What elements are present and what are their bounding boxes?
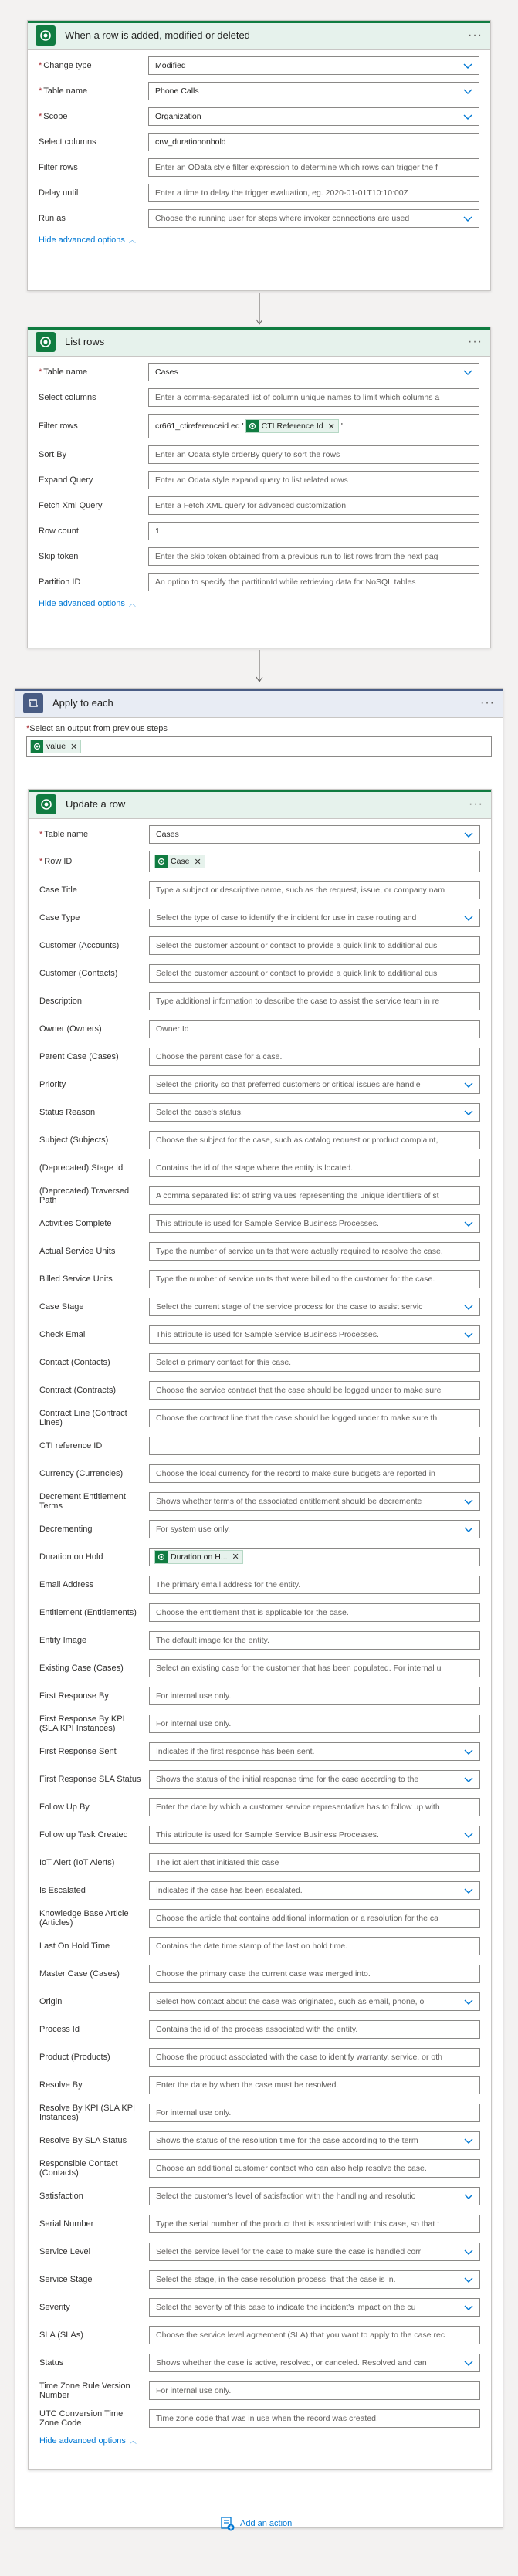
field-label: Contact (Contacts): [39, 1357, 110, 1367]
field-row: [39, 1796, 480, 1817]
chevron-down-icon: [464, 2192, 473, 2200]
chevron-down-icon: [463, 215, 472, 222]
service-stage-dropdown[interactable]: Select the stage, in the case resolution process, that the case is in.: [149, 2270, 480, 2289]
iot-alert-iot-alerts-input[interactable]: The iot alert that initiated this case: [149, 1853, 480, 1872]
field-row: [39, 2241, 480, 2262]
field-label: (Deprecated) Stage Id: [39, 1163, 124, 1173]
field-label: Expand Query: [39, 476, 93, 485]
field-label: Priority: [39, 1079, 66, 1089]
chevron-down-icon: [464, 1748, 473, 1755]
field-label: Duration on Hold: [39, 1552, 103, 1562]
field-label: Currency (Currencies): [39, 1468, 124, 1478]
field-label: Master Case (Cases): [39, 1968, 120, 1979]
field-label: * Row ID: [39, 857, 73, 866]
parent-case-cases-input[interactable]: Choose the parent case for a case.: [149, 1048, 480, 1066]
deprecated-traversed-path-input[interactable]: A comma separated list of string values representing the unique identifiers of st: [149, 1186, 480, 1205]
list-rows-card: [27, 327, 491, 648]
field-row: [39, 2046, 480, 2067]
update-row-header[interactable]: [29, 790, 491, 819]
dataverse-icon: [155, 1551, 168, 1563]
field-label: Filter rows: [39, 163, 78, 172]
case-title-input[interactable]: Type a subject or descriptive name, such as the request, issue, or company nam: [149, 881, 480, 899]
field-row: [39, 851, 480, 872]
first-response-sent-dropdown[interactable]: Indicates if the first response has been sent.: [149, 1742, 480, 1761]
chevron-down-icon: [463, 113, 472, 120]
field-label: First Response By KPI (SLA KPI Instances): [39, 1714, 125, 1733]
description-input[interactable]: Type additional information to describe the case to assist the service team in re: [149, 992, 480, 1010]
field-label: First Response By: [39, 1691, 109, 1701]
field-row: [39, 2213, 480, 2234]
field-row: [39, 2324, 480, 2345]
field-row: [39, 1657, 480, 1678]
field-row: [39, 1630, 480, 1650]
time-zone-rule-version-number-input[interactable]: For internal use only.: [149, 2381, 480, 2400]
serial-number-input[interactable]: Type the serial number of the product that is associated with this case, so that t: [149, 2215, 480, 2233]
chevron-down-icon: [464, 1331, 473, 1339]
field-label: Run as: [39, 214, 66, 223]
chevron-down-icon: [464, 2304, 473, 2311]
field-row: [39, 1268, 480, 1289]
customer-contacts-input[interactable]: Select the customer account or contact to provide a quick link to additional cus: [149, 964, 480, 983]
process-id-input[interactable]: Contains the id of the process associated with the entity.: [149, 2020, 480, 2039]
field-label: Serial Number: [39, 2219, 94, 2229]
chevron-down-icon: [463, 368, 472, 376]
dataverse-icon: [246, 420, 259, 432]
contract-contracts-input[interactable]: Choose the service contract that the case should be logged under to make sure: [149, 1381, 480, 1400]
field-label: (Deprecated) Traversed Path: [39, 1186, 130, 1205]
field-row: [39, 2074, 480, 2095]
field-row: [39, 1296, 480, 1317]
list-rows-fields: [28, 357, 490, 614]
chevron-up-icon: ︿: [128, 236, 136, 244]
field-label: Follow Up By: [39, 1802, 90, 1812]
fetch-xml-query-input[interactable]: Enter a Fetch XML query for advanced customization: [148, 496, 479, 515]
field-label: Responsible Contact (Contacts): [39, 2158, 118, 2178]
field-row: [39, 1574, 480, 1595]
dataverse-icon: [155, 855, 168, 868]
case-type-dropdown[interactable]: Select the type of case to identify the incident for use in case routing and: [149, 909, 480, 927]
first-response-sla-status-dropdown[interactable]: Shows the status of the initial response time for the case according to the: [149, 1770, 480, 1789]
loop-icon: [23, 693, 43, 713]
skip-token-input[interactable]: Enter the skip token obtained from a previous run to list rows from the next pag: [148, 547, 479, 566]
field-label: * Change type: [39, 61, 92, 70]
master-case-cases-input[interactable]: Choose the primary case the current case was merged into.: [149, 1965, 480, 1983]
field-row: [39, 184, 479, 202]
field-row: [39, 2019, 480, 2039]
apply-to-each-title: Apply to each: [52, 697, 113, 709]
chevron-down-icon: [464, 2248, 473, 2256]
field-label: Case Stage: [39, 1302, 84, 1312]
select-columns-input[interactable]: Enter a comma-separated list of column unique names to limit which columns a: [148, 388, 479, 407]
row-count-input[interactable]: 1: [148, 522, 479, 540]
field-label: First Response SLA Status: [39, 1774, 141, 1784]
field-row: [39, 1769, 480, 1789]
product-products-input[interactable]: Choose the product associated with the case to identify warranty, service, or oth: [149, 2048, 480, 2067]
run-as-dropdown[interactable]: Choose the running user for steps where invoker connections are used: [148, 209, 479, 228]
chevron-down-icon: [464, 1498, 473, 1505]
field-row: [39, 1602, 480, 1623]
field-row: [39, 1129, 480, 1150]
existing-case-cases-input[interactable]: Select an existing case for the customer that has been populated. For internal u: [149, 1659, 480, 1677]
field-row: [39, 2130, 480, 2151]
apply-output-input[interactable]: [26, 736, 492, 757]
field-row: [39, 1352, 480, 1373]
add-action-icon: [218, 2515, 235, 2532]
connector-arrow-icon: [256, 293, 263, 327]
more-options-icon[interactable]: ···: [468, 28, 482, 42]
list-rows-title: List rows: [65, 336, 105, 347]
field-label: Service Stage: [39, 2274, 93, 2284]
connector-arrow-icon: [256, 650, 263, 684]
remove-token-icon[interactable]: ✕: [327, 421, 335, 432]
field-row: [39, 1491, 480, 1511]
field-label: Case Type: [39, 912, 80, 922]
field-label: Knowledge Base Article (Articles): [39, 1908, 129, 1928]
partition-id-input[interactable]: An option to specify the partitionId while retrieving data for NoSQL tables: [148, 573, 479, 591]
field-row: [39, 2102, 480, 2123]
chevron-down-icon: [464, 1775, 473, 1783]
field-row: [39, 363, 479, 381]
more-options-icon[interactable]: ···: [468, 334, 482, 348]
actual-service-units-input[interactable]: Type the number of service units that were actually required to resolve the case.: [149, 1242, 480, 1261]
field-label: Origin: [39, 1996, 63, 2006]
field-row: [39, 547, 479, 566]
field-label: Customer (Contacts): [39, 968, 118, 978]
duration-on-hold-input[interactable]: [149, 1548, 480, 1566]
knowledge-base-article-articles-input[interactable]: Choose the article that contains additional information or a resolution for the ca: [149, 1909, 480, 1928]
chevron-down-icon: [464, 831, 473, 838]
decrementing-dropdown[interactable]: For system use only.: [149, 1520, 480, 1538]
dynamic-content-token[interactable]: value ✕: [30, 740, 81, 753]
follow-up-by-input[interactable]: Enter the date by which a customer service representative has to follow up with: [149, 1798, 480, 1816]
field-label: Filter rows: [39, 421, 78, 431]
origin-dropdown[interactable]: Select how contact about the case was originated, such as email, phone, o: [149, 1992, 480, 2011]
field-label: Row count: [39, 526, 79, 536]
apply-to-each-header[interactable]: [15, 689, 503, 718]
resolve-by-sla-status-dropdown[interactable]: Shows the status of the resolution time for the case according to the term: [149, 2131, 480, 2150]
resolve-by-kpi-sla-kpi-instances-input[interactable]: For internal use only.: [149, 2104, 480, 2122]
field-row: [39, 2158, 480, 2178]
delay-until-input[interactable]: Enter a time to delay the trigger evaluation, eg. 2020-01-01T10:10:00Z: [148, 184, 479, 202]
responsible-contact-contacts-input[interactable]: Choose an additional customer contact who can also help resolve the case.: [149, 2159, 480, 2178]
filter-rows-input[interactable]: cr661_ctireferenceid eq ' CTI Reference Id ✕ ': [148, 414, 479, 438]
field-row: [39, 107, 479, 126]
billed-service-units-input[interactable]: Type the number of service units that were billed to the customer for the case.: [149, 1270, 480, 1288]
field-row: [39, 1546, 480, 1567]
field-row: [39, 990, 480, 1011]
field-label: * Scope: [39, 112, 68, 121]
status-dropdown[interactable]: Shows whether the case is active, resolved, or canceled. Resolved and can: [149, 2354, 480, 2372]
field-label: Parent Case (Cases): [39, 1051, 119, 1061]
chevron-down-icon: [463, 62, 472, 69]
field-row: [39, 1407, 480, 1428]
owner-owners-input[interactable]: Owner Id: [149, 1020, 480, 1038]
remove-token-icon[interactable]: ✕: [232, 1552, 239, 1562]
field-row: [39, 1907, 480, 1928]
check-email-dropdown[interactable]: This attribute is used for Sample Service Business Processes.: [149, 1325, 480, 1344]
field-label: Contract (Contracts): [39, 1385, 117, 1395]
expand-query-input[interactable]: Enter an Odata style expand query to list related rows: [148, 471, 479, 489]
field-row: [39, 879, 480, 900]
field-label: Severity: [39, 2302, 70, 2312]
field-label: Follow up Task Created: [39, 1830, 128, 1840]
field-row: [39, 935, 480, 956]
field-row: [39, 907, 480, 928]
dynamic-content-token[interactable]: Case ✕: [154, 855, 205, 868]
first-response-by-kpi-sla-kpi-instances-input[interactable]: For internal use only.: [149, 1715, 480, 1733]
row-id-input[interactable]: [149, 851, 480, 872]
field-label: Decrementing: [39, 1524, 93, 1534]
field-label: Skip token: [39, 552, 79, 561]
chevron-down-icon: [463, 87, 472, 95]
field-label: Resolve By SLA Status: [39, 2135, 127, 2145]
field-label: Description: [39, 996, 83, 1006]
field-row: [39, 2297, 480, 2317]
change-type-dropdown[interactable]: Modified: [148, 56, 479, 75]
field-row: [39, 2408, 480, 2429]
list-rows-extra-fields: [39, 445, 479, 591]
filter-rows-input[interactable]: Enter an OData style filter expression to determine which rows can trigger the f: [148, 158, 479, 177]
field-label: SLA (SLAs): [39, 2330, 83, 2340]
field-row: [39, 1685, 480, 1706]
field-label: * Table name: [39, 367, 88, 377]
status-reason-dropdown[interactable]: Select the case's status.: [149, 1103, 480, 1122]
severity-dropdown[interactable]: Select the severity of this case to indicate the incident's impact on the cu: [149, 2298, 480, 2317]
field-label: IoT Alert (IoT Alerts): [39, 1857, 115, 1867]
field-row: [39, 1018, 480, 1039]
dataverse-icon: [31, 740, 43, 753]
field-label: Last On Hold Time: [39, 1941, 110, 1951]
field-label: Decrement Entitlement Terms: [39, 1491, 126, 1511]
more-options-icon[interactable]: ···: [469, 797, 483, 811]
field-row: [39, 1074, 480, 1095]
field-row: [39, 1713, 480, 1734]
field-label: Time Zone Rule Version Number: [39, 2381, 130, 2400]
chevron-down-icon: [464, 2359, 473, 2367]
trigger-card-header[interactable]: [28, 21, 490, 50]
trigger-title: When a row is added, modified or deleted: [65, 29, 250, 41]
field-label: Contract Line (Contract Lines): [39, 1408, 127, 1427]
hide-advanced-options-link[interactable]: Hide advanced options ︿: [39, 2436, 137, 2446]
field-label: Customer (Accounts): [39, 940, 120, 950]
field-row: [39, 388, 479, 407]
field-label: * Table name: [39, 830, 89, 839]
field-label: * Table name: [39, 86, 88, 96]
field-row: [39, 2352, 480, 2373]
field-label: Activities Complete: [39, 1218, 112, 1228]
field-row: [39, 2185, 480, 2206]
trigger-card: [27, 20, 491, 291]
apply-prompt-label: *Select an output from previous steps: [26, 724, 168, 733]
resolve-by-input[interactable]: Enter the date by when the case must be resolved.: [149, 2076, 480, 2094]
field-label: Status: [39, 2358, 64, 2368]
field-label: Owner (Owners): [39, 1024, 102, 1034]
field-label: Billed Service Units: [39, 1274, 113, 1284]
service-level-dropdown[interactable]: Select the service level for the case to make sure the case is handled corr: [149, 2243, 480, 2261]
email-address-input[interactable]: The primary email address for the entity.: [149, 1576, 480, 1594]
dataverse-icon: [36, 794, 56, 814]
field-row: [39, 1852, 480, 1873]
table-name-dropdown[interactable]: Phone Calls: [148, 82, 479, 100]
sla-slas-input[interactable]: Choose the service level agreement (SLA) that you want to apply to the case rec: [149, 2326, 480, 2344]
field-label: Resolve By: [39, 2080, 83, 2090]
field-row: [39, 1213, 480, 1234]
table-name-dropdown[interactable]: Cases: [149, 825, 480, 844]
contact-contacts-input[interactable]: Select a primary contact for this case.: [149, 1353, 480, 1372]
apply-to-each-card: [15, 688, 503, 2528]
dataverse-icon: [36, 332, 56, 352]
activities-complete-dropdown[interactable]: This attribute is used for Sample Service Business Processes.: [149, 1214, 480, 1233]
hide-advanced-options-link[interactable]: Hide advanced options ︿: [39, 598, 136, 608]
field-row: [39, 209, 479, 228]
chevron-up-icon: ︿: [129, 2437, 137, 2445]
field-row: [39, 963, 480, 983]
field-row: [39, 82, 479, 100]
priority-dropdown[interactable]: Select the priority so that preferred customers or critical issues are handle: [149, 1075, 480, 1094]
field-label: Resolve By KPI (SLA KPI Instances): [39, 2103, 136, 2122]
dynamic-content-token[interactable]: Duration on H... ✕: [154, 1550, 243, 1564]
dataverse-icon: [36, 25, 56, 46]
field-label: Partition ID: [39, 577, 81, 587]
update-row-title: Update a row: [66, 798, 126, 810]
remove-token-icon[interactable]: ✕: [70, 742, 78, 752]
field-row: [39, 1518, 480, 1539]
deprecated-stage-id-input[interactable]: Contains the id of the stage where the entity is located.: [149, 1159, 480, 1177]
sort-by-input[interactable]: Enter an Odata style orderBy query to sort the rows: [148, 445, 479, 464]
satisfaction-dropdown[interactable]: Select the customer's level of satisfaction with the handling and resolutio: [149, 2187, 480, 2205]
field-label: Sort By: [39, 450, 67, 459]
trigger-fields: [28, 50, 490, 251]
update-row-card: [28, 789, 492, 2470]
select-columns-input[interactable]: crw_durationonhold: [148, 133, 479, 151]
cti-reference-id-input[interactable]: [149, 1437, 480, 1455]
chevron-up-icon: ︿: [128, 600, 136, 608]
field-label: Actual Service Units: [39, 1246, 116, 1256]
field-label: UTC Conversion Time Zone Code: [39, 2408, 124, 2428]
chevron-down-icon: [464, 1525, 473, 1533]
field-label: Delay until: [39, 188, 79, 198]
currency-currencies-input[interactable]: Choose the local currency for the record to make sure budgets are reported in: [149, 1464, 480, 1483]
field-label: Subject (Subjects): [39, 1135, 109, 1145]
field-label: Is Escalated: [39, 1885, 86, 1895]
field-label: Entitlement (Entitlements): [39, 1607, 137, 1617]
field-row: [39, 1185, 480, 1206]
field-row: [39, 1935, 480, 1956]
is-escalated-dropdown[interactable]: Indicates if the case has been escalated.: [149, 1881, 480, 1900]
field-row: [39, 133, 479, 151]
field-label: Select columns: [39, 393, 96, 402]
field-row: [39, 825, 480, 844]
field-row: [39, 56, 479, 75]
field-label: Existing Case (Cases): [39, 1663, 124, 1673]
more-options-icon[interactable]: ···: [480, 696, 495, 709]
field-row: [39, 158, 479, 177]
field-row: [39, 1741, 480, 1762]
chevron-down-icon: [464, 2137, 473, 2144]
field-row: [39, 1880, 480, 1901]
contract-line-contract-lines-input[interactable]: Choose the contract line that the case should be logged under to make sure th: [149, 1409, 480, 1427]
field-row: [39, 445, 479, 464]
entitlement-entitlements-input[interactable]: Choose the entitlement that is applicable for the case.: [149, 1603, 480, 1622]
field-label: Satisfaction: [39, 2191, 83, 2201]
field-row: [39, 471, 479, 489]
field-row: [39, 1324, 480, 1345]
field-row: [39, 2269, 480, 2290]
field-row: [39, 496, 479, 515]
field-label: Check Email: [39, 1329, 87, 1339]
remove-token-icon[interactable]: ✕: [194, 857, 201, 867]
chevron-down-icon: [464, 1998, 473, 2006]
list-rows-card-header[interactable]: [28, 327, 490, 357]
update-row-fields: [29, 819, 491, 2452]
field-row: [39, 1463, 480, 1484]
field-row: [39, 1435, 480, 1456]
update-row-extra-fields: [39, 879, 480, 2429]
last-on-hold-time-input[interactable]: Contains the date time stamp of the last on hold time.: [149, 1937, 480, 1955]
hide-advanced-options-link[interactable]: Hide advanced options ︿: [39, 235, 136, 245]
field-row: [39, 1102, 480, 1122]
add-action-button[interactable]: Add an action: [218, 2515, 292, 2532]
field-label: Select columns: [39, 137, 96, 147]
chevron-down-icon: [464, 1081, 473, 1088]
case-stage-dropdown[interactable]: Select the current stage of the service process for the case to assist servic: [149, 1298, 480, 1316]
chevron-down-icon: [464, 1303, 473, 1311]
field-label: CTI reference ID: [39, 1440, 103, 1450]
field-row: [39, 1824, 480, 1845]
dynamic-content-token[interactable]: CTI Reference Id ✕: [245, 419, 339, 433]
chevron-down-icon: [464, 914, 473, 922]
table-name-dropdown[interactable]: Cases: [148, 363, 479, 381]
chevron-down-icon: [464, 1887, 473, 1894]
field-row: [39, 1963, 480, 1984]
chevron-down-icon: [464, 2276, 473, 2283]
field-label: Fetch Xml Query: [39, 501, 103, 510]
chevron-down-icon: [464, 1109, 473, 1116]
field-row: [39, 522, 479, 540]
field-row: [39, 1157, 480, 1178]
field-label: First Response Sent: [39, 1746, 117, 1756]
chevron-down-icon: [464, 1220, 473, 1227]
field-label: Service Level: [39, 2246, 91, 2256]
field-row: [39, 414, 479, 438]
subject-subjects-input[interactable]: Choose the subject for the case, such as catalog request or product complaint,: [149, 1131, 480, 1149]
field-row: [39, 2380, 480, 2401]
field-row: [39, 1241, 480, 1261]
field-label: Product (Products): [39, 2052, 110, 2062]
follow-up-task-created-dropdown[interactable]: This attribute is used for Sample Service Business Processes.: [149, 1826, 480, 1844]
field-row: [39, 1046, 480, 1067]
field-row: [39, 573, 479, 591]
customer-accounts-input[interactable]: Select the customer account or contact to provide a quick link to additional cus: [149, 936, 480, 955]
field-row: [39, 1991, 480, 2012]
decrement-entitlement-terms-dropdown[interactable]: Shows whether terms of the associated entitlement should be decremente: [149, 1492, 480, 1511]
field-label: Entity Image: [39, 1635, 87, 1645]
scope-dropdown[interactable]: Organization: [148, 107, 479, 126]
field-label: Status Reason: [39, 1107, 96, 1117]
first-response-by-input[interactable]: For internal use only.: [149, 1687, 480, 1705]
entity-image-input[interactable]: The default image for the entity.: [149, 1631, 480, 1650]
field-label: Case Title: [39, 885, 77, 895]
field-row: [39, 1379, 480, 1400]
field-label: Process Id: [39, 2024, 80, 2034]
chevron-down-icon: [464, 1831, 473, 1839]
field-label: Email Address: [39, 1579, 94, 1589]
utc-conversion-time-zone-code-input[interactable]: Time zone code that was in use when the record was created.: [149, 2409, 480, 2428]
